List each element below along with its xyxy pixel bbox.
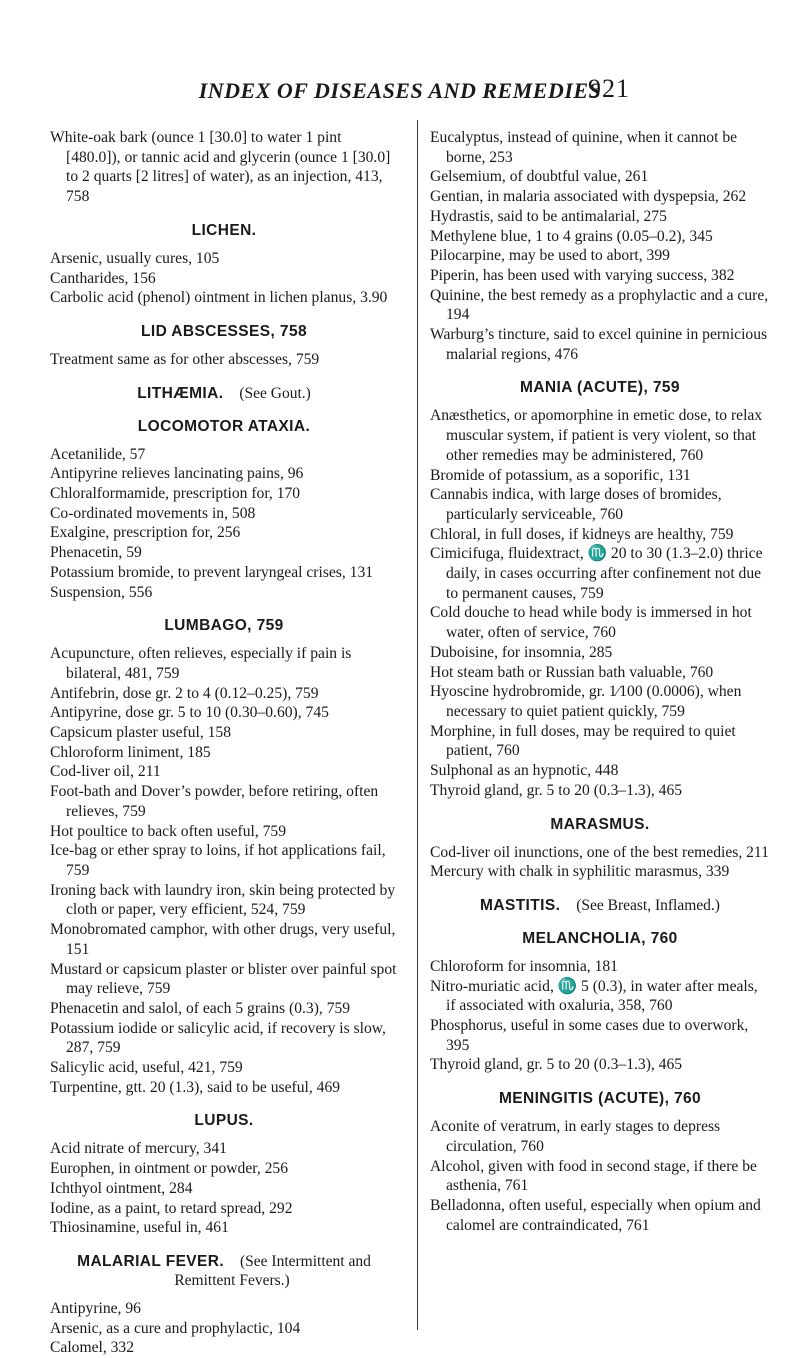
index-entry: Acupuncture, often relieves, especially if pain is bilateral, 481, 759 xyxy=(50,645,352,682)
index-entry: Turpentine, gtt. 20 (1.3), said to be useful, 469 xyxy=(50,1078,341,1096)
cross-reference-note: (See Intermittent and Remittent Fevers.) xyxy=(174,1252,371,1289)
section-heading xyxy=(50,322,398,341)
section-heading-title: MALARIAL FEVER. xyxy=(77,1252,225,1270)
running-title: INDEX OF DISEASES AND REMEDIES xyxy=(198,78,602,103)
index-entry: Potassium bromide, to prevent laryngeal crises, 131 xyxy=(50,563,374,581)
section-heading xyxy=(50,221,398,240)
index-entry: Cod-liver oil inunctions, one of the best remedies, 211 xyxy=(430,843,769,861)
index-entry: Salicylic acid, useful, 421, 759 xyxy=(50,1059,243,1077)
right-column xyxy=(430,128,770,1235)
index-entry: Antipyrine, dose gr. 5 to 10 (0.30–0.60), 745 xyxy=(50,704,329,722)
index-entry: Sulphonal as an hypnotic, 448 xyxy=(430,762,619,780)
index-entry: Chloral, in full doses, if kidneys are healthy, 759 xyxy=(430,525,734,543)
index-entry: Calomel, 332 xyxy=(50,1339,135,1357)
index-entry: Morphine, in full doses, may be required to quiet patient, 760 xyxy=(430,722,736,760)
index-entry: Phosphorus, useful in some cases due to overwork, 395 xyxy=(430,1017,749,1054)
index-entry: Thyroid gland, gr. 5 to 20 (0.3–1.3), 465 xyxy=(430,1056,683,1074)
index-entry: Arsenic, usually cures, 105 xyxy=(50,249,220,267)
index-entry: Nitro-muriatic acid, ♏ 5 (0.3), in water after meals, if associated with oxaluria, 358, 760 xyxy=(430,977,758,1015)
page-number: 921 xyxy=(588,74,630,103)
index-entry: Belladonna, often useful, especially when opium and calomel are contraindicated, 761 xyxy=(430,1196,761,1234)
section-heading-title: MASTITIS. xyxy=(480,896,561,914)
section-heading-title: LUMBAGO, 759 xyxy=(164,617,284,635)
index-entry: Mustard or capsicum plaster or blister over painful spot may relieve, 759 xyxy=(50,960,397,998)
section-heading-title: MENINGITIS (ACUTE), 760 xyxy=(498,1090,702,1108)
index-entry: Ironing back with laundry iron, skin being protected by cloth or paper, very efficient, 524, 759 xyxy=(50,881,396,919)
index-entry: Carbolic acid (phenol) ointment in lichen planus, 3.90 xyxy=(50,289,388,307)
index-entry: Ice-bag or ether spray to loins, if hot applications fail, 759 xyxy=(50,842,386,879)
index-entry: Acid nitrate of mercury, 341 xyxy=(50,1140,227,1158)
index-entry: Ichthyol ointment, 284 xyxy=(50,1179,193,1197)
index-entry: Alcohol, given with food in second stage, if there be asthenia, 761 xyxy=(430,1157,757,1195)
section-heading-title: LUPUS. xyxy=(194,1112,254,1130)
index-entry: Anæsthetics, or apomorphine in emetic dose, to relax muscular system, if patient is very violent, so that other remedies may be administered, 760 xyxy=(430,407,763,464)
section-heading xyxy=(430,378,770,397)
index-entry: Foot-bath and Dover’s powder, before retiring, often relieves, 759 xyxy=(50,783,379,820)
section-heading xyxy=(50,417,398,436)
index-entry: Warburg’s tincture, said to excel quinine in pernicious malarial regions, 476 xyxy=(430,326,768,363)
index-entry: Hot steam bath or Russian bath valuable, 760 xyxy=(430,663,714,681)
page-header xyxy=(0,72,800,122)
index-entry: White-oak bark (ounce 1 [30.0] to water 1 pint [480.0]), or tannic acid and glycerin (ounce 1 [30.0] to 2 quarts [2 litres] of water), as an injection, 413, 758 xyxy=(50,129,391,206)
index-entry: Cimicifuga, fluidextract, ♏ 20 to 30 (1.3–2.0) thrice daily, in cases occurring after confinement not due to permanent causes, 759 xyxy=(430,545,763,602)
index-entry: Co-ordinated movements in, 508 xyxy=(50,504,256,522)
column-divider xyxy=(417,120,418,1330)
index-entry: Monobromated camphor, with other drugs, very useful, 151 xyxy=(50,921,396,958)
section-heading-title: LOCOMOTOR ATAXIA. xyxy=(137,417,311,435)
section-heading xyxy=(50,1111,398,1130)
index-entry: Thyroid gland, gr. 5 to 20 (0.3–1.3), 465 xyxy=(430,781,683,799)
index-entry: Hydrastis, said to be antimalarial, 275 xyxy=(430,207,667,225)
section-heading-title: MARASMUS. xyxy=(550,815,650,833)
index-entry: Methylene blue, 1 to 4 grains (0.05–0.2), 345 xyxy=(430,227,713,245)
index-entry: Piperin, has been used with varying success, 382 xyxy=(430,266,735,284)
index-entry: Gentian, in malaria associated with dyspepsia, 262 xyxy=(430,188,747,206)
index-entry: Capsicum plaster useful, 158 xyxy=(50,724,232,742)
section-heading xyxy=(50,616,398,635)
index-entry: Cantharides, 156 xyxy=(50,269,156,287)
section-heading-title: MELANCHOLIA, 760 xyxy=(522,929,678,947)
index-entry: Potassium iodide or salicylic acid, if recovery is slow, 287, 759 xyxy=(50,1019,386,1057)
index-entry: Chloroform liniment, 185 xyxy=(50,743,211,761)
index-entry: Hot poultice to back often useful, 759 xyxy=(50,822,287,840)
index-entry: Mercury with chalk in syphilitic marasmus, 339 xyxy=(430,863,730,881)
section-heading xyxy=(430,929,770,948)
index-entry: Iodine, as a paint, to retard spread, 292 xyxy=(50,1199,293,1217)
index-entry: Bromide of potassium, as a soporific, 131 xyxy=(430,466,691,484)
index-entry: Chloralformamide, prescription for, 170 xyxy=(50,485,301,503)
index-entry: Quinine, the best remedy as a prophylactic and a cure, 194 xyxy=(430,286,769,324)
index-entry: Duboisine, for insomnia, 285 xyxy=(430,643,613,661)
section-heading-title: LID ABSCESSES, 758 xyxy=(141,322,307,340)
index-entry: Aconite of veratrum, in early stages to depress circulation, 760 xyxy=(430,1118,721,1155)
index-entry: Phenacetin, 59 xyxy=(50,544,142,562)
left-column xyxy=(50,128,398,1358)
index-entry: Antipyrine relieves lancinating pains, 96 xyxy=(50,465,304,483)
index-entry: Thiosinamine, useful in, 461 xyxy=(50,1219,229,1237)
cross-reference-note: (See Breast, Inflamed.) xyxy=(576,896,720,914)
index-entry: Cod-liver oil, 211 xyxy=(50,763,161,781)
index-entry: Acetanilide, 57 xyxy=(50,445,146,463)
index-entry: Exalgine, prescription for, 256 xyxy=(50,524,241,542)
section-heading xyxy=(430,896,770,915)
index-entry: Pilocarpine, may be used to abort, 399 xyxy=(430,247,670,265)
section-heading-title: LICHEN. xyxy=(191,221,257,239)
index-entry: Antifebrin, dose gr. 2 to 4 (0.12–0.25), 759 xyxy=(50,684,319,702)
section-heading xyxy=(50,1252,398,1290)
index-entry: Chloroform for insomnia, 181 xyxy=(430,957,618,975)
index-entry: Treatment same as for other abscesses, 759 xyxy=(50,350,320,368)
section-heading xyxy=(50,384,398,403)
index-entry: Arsenic, as a cure and prophylactic, 104 xyxy=(50,1319,301,1337)
section-heading-title: LITHÆMIA. xyxy=(137,384,224,402)
index-entry: Eucalyptus, instead of quinine, when it cannot be borne, 253 xyxy=(430,129,738,166)
section-heading xyxy=(430,815,770,834)
index-entry: Suspension, 556 xyxy=(50,583,153,601)
section-heading xyxy=(430,1089,770,1108)
index-entry: Phenacetin and salol, of each 5 grains (0.3), 759 xyxy=(50,999,351,1017)
cross-reference-note: (See Gout.) xyxy=(239,384,311,402)
index-entry: Cannabis indica, with large doses of bromides, particularly serviceable, 760 xyxy=(430,486,722,523)
index-entry: Antipyrine, 96 xyxy=(50,1299,141,1317)
index-entry: Europhen, in ointment or powder, 256 xyxy=(50,1160,289,1178)
index-entry: Hyoscine hydrobromide, gr. 1⁄100 (0.0006), when necessary to quiet patient quickly, 759 xyxy=(430,683,742,720)
index-entry: Gelsemium, of doubtful value, 261 xyxy=(430,168,649,186)
index-entry: Cold douche to head while body is immersed in hot water, often of service, 760 xyxy=(430,604,752,642)
section-heading-title: MANIA (ACUTE), 759 xyxy=(520,379,680,397)
